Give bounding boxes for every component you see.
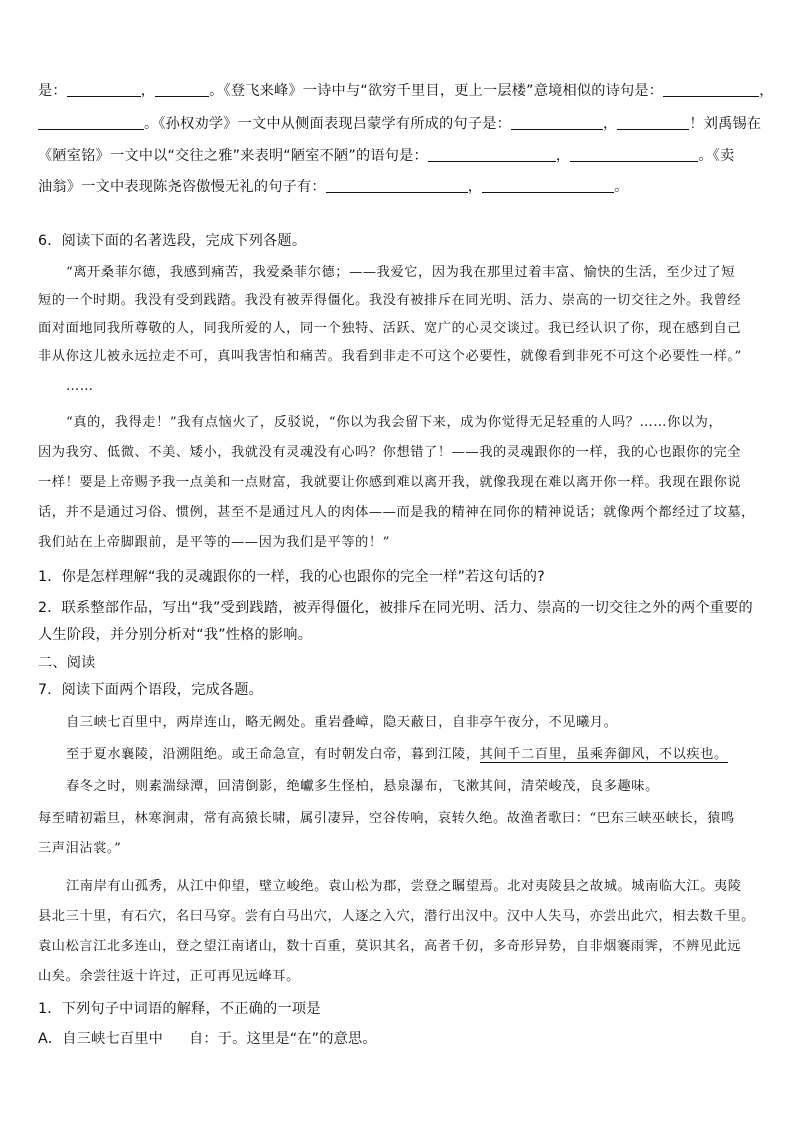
passage-a-line: 每至晴初霜旦，林寒涧肃，常有高猿长啸，属引凄异，空谷传响，哀转久绝。故渔者歌曰：“巴东三峡巫峡长，猿鸣 — [38, 811, 735, 826]
fill-text: 是： — [38, 83, 67, 99]
passage-a-line: 三声泪沾裳。” — [38, 841, 122, 856]
fill-text: ！刘禹锡在 — [689, 116, 762, 132]
fill-line-4 — [38, 176, 758, 198]
excerpt-line: 面对面地同我所尊敬的人，同我所爱的人，同一个独特、活跃、宽广的心灵交谈过。我已经认识了你，现在感到自己 — [38, 321, 742, 336]
excerpt-line: 短的一个时期。我没有受到践踏。我没有被弄得僵化。我没有被排斥在同光明、活力、崇高的一切交往之外。我曾经 — [38, 293, 742, 308]
answer-blank[interactable] — [155, 82, 209, 97]
fill-text: ， — [140, 83, 156, 99]
passage-b-line: 江南岸有山孤秀，从江中仰望，壁立峻绝。袁山松为郡，尝登之瞩望焉。北对夷陵县之故城。城南临大江。夷陵 — [66, 879, 742, 894]
passage-a-line: 自三峡七百里中，两岸连山，略无阙处。重岩叠嶂，隐天蔽日，自非亭午夜分，不见曦月。 — [66, 715, 618, 730]
fill-text: ， — [467, 179, 483, 195]
answer-blank[interactable] — [482, 178, 614, 193]
fill-text: ， — [602, 116, 618, 132]
fill-text: 。《登飞来峰》一诗中与“欲穷千里目，更上一层楼”意境相似的诗句是： — [209, 83, 664, 99]
option-a — [38, 1028, 758, 1050]
answer-blank[interactable] — [38, 115, 144, 130]
fill-text: 。《孙权劝学》一文中从侧面表现吕蒙学有所成的句子是： — [144, 116, 511, 132]
fill-text: ， — [759, 83, 774, 99]
passage-a-line — [66, 744, 786, 766]
option-a-label: A．自三峡七百里中 — [38, 1031, 164, 1047]
fill-line-2 — [38, 113, 762, 135]
passage-b-line: 山矣。余尝往返十许过，正可再见远峰耳。 — [38, 969, 300, 984]
fill-text: 。《卖 — [698, 148, 735, 164]
answer-blank[interactable] — [511, 115, 603, 130]
excerpt-line: 因为我穷、低微、不美、矮小，我就没有灵魂没有心吗？你想错了！——我的灵魂跟你的一样，我的心也跟你的完全 — [38, 445, 742, 460]
sub-question-1: 1．下列句子中词语的解释，不正确的一项是 — [38, 1001, 321, 1017]
excerpt-line: “离开桑菲尔德，我感到痛苦，我爱桑菲尔德；——我爱它，因为我在那里过着丰富、愉快的生活，至少过了短 — [66, 265, 736, 280]
excerpt-line: “真的，我得走！”我有点恼火了，反驳说，“你以为我会留下来，成为你觉得无足轻重的人吗？……你以为， — [66, 415, 723, 430]
passage-b-line: 袁山松言江北多连山，登之望江南诸山，数十百重，莫识其名，高者千仞，多奇形异势，自非烟褰雨霁，不辨见此远 — [38, 939, 742, 954]
sub-question-2: 2．联系整部作品，写出“我”受到践踏，被弄得僵化，被排斥在同光明、活力、崇高的一切交往之外的两个重要的 — [38, 600, 753, 616]
sub-question-2-cont: 人生阶段，并分别分析对“我”性格的影响。 — [38, 627, 313, 643]
fill-line-3 — [38, 145, 758, 167]
underlined-sentence: 其间千二百里，虽乘奔御风，不以疾也。 — [479, 747, 728, 762]
answer-blank[interactable] — [326, 178, 468, 193]
passage-text: 至于夏水襄陵，沿溯阻绝。或王命急宣，有时朝发白帝，暮到江陵， — [66, 747, 480, 762]
excerpt-line: 话，并不是通过习俗、惯例，甚至不是通过凡人的肉体——而是我的精神在同你的精神说话；就像两个都经过了坟墓， — [38, 505, 755, 520]
fill-text: 油翁》一文中表现陈尧咨傲慢无礼的句子有： — [38, 179, 326, 195]
answer-blank[interactable] — [617, 115, 689, 130]
passage-a-line: 春冬之时，则素湍绿潭，回清倒影，绝巘多生怪柏，悬泉瀑布，飞漱其间，清荣峻茂，良多趣味。 — [66, 779, 659, 794]
answer-blank[interactable] — [67, 82, 141, 97]
answer-blank[interactable] — [570, 147, 698, 162]
excerpt-line: 我们站在上帝脚跟前，是平等的——因为我们是平等的！” — [38, 535, 391, 550]
question-7-title: 7．阅读下面两个语段，完成各题。 — [38, 682, 264, 698]
fill-text: 《陋室铭》一文中以“交往之雅”来表明“陋室不陋”的语句是： — [38, 148, 428, 164]
option-a-text: 自：于。这里是“在”的意思。 — [189, 1031, 377, 1047]
fill-text: 。 — [614, 179, 629, 195]
question-6-title: 6．阅读下面的名著选段，完成下列各题。 — [38, 233, 307, 249]
excerpt-line: 非从你这儿被永远拉走不可，真叫我害怕和痛苦。我看到非走不可这个必要性，就像看到非死不可这个必要性一样。” — [38, 349, 742, 364]
fill-text: ， — [555, 148, 571, 164]
excerpt-line: 一样！要是上帝赐予我一点美和一点财富，我就要让你感到难以离开我，就像我现在难以离开你一样。我现在跟你说 — [38, 475, 742, 490]
passage-b-line: 县北三十里，有石穴，名曰马穿。尝有白马出穴，人逐之入穴，潜行出汉中。汉中人失马，亦尝出此穴，相去数千里。 — [38, 909, 755, 924]
fill-line-1 — [38, 80, 774, 102]
answer-blank[interactable] — [663, 82, 759, 97]
ellipsis: …… — [66, 379, 94, 394]
section-heading: 二、阅读 — [38, 655, 96, 671]
answer-blank[interactable] — [428, 147, 556, 162]
sub-question-1: 1．你是怎样理解“我的灵魂跟你的一样，我的心也跟你的完全一样”若这句话的? — [38, 569, 545, 585]
